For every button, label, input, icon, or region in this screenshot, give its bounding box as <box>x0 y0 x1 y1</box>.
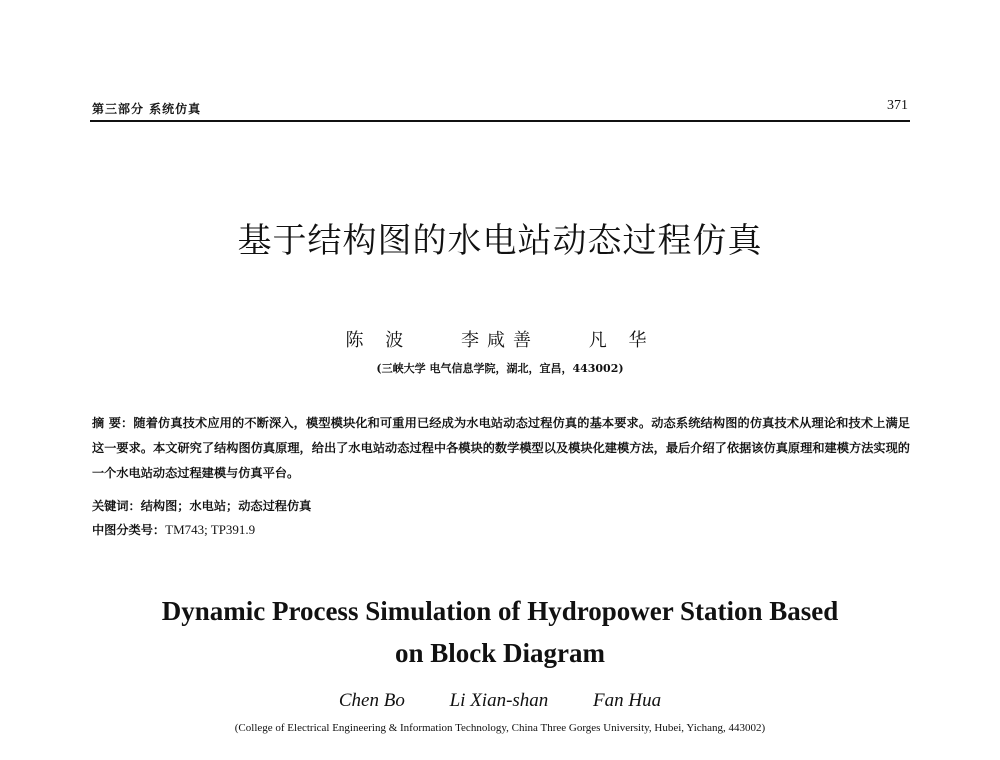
classification-label: 中图分类号： <box>92 523 166 537</box>
chinese-keywords <box>92 497 311 514</box>
author-en-2: Li Xian-shan <box>449 690 549 711</box>
english-title <box>0 590 1000 674</box>
author-cn-3: 凡 华 <box>588 330 655 351</box>
chinese-authors <box>0 326 1000 352</box>
english-title-line-1: Dynamic Process Simulation of Hydropower Station Based <box>161 596 839 626</box>
classification-text: TM743; TP391.9 <box>165 522 256 537</box>
english-title-line-2: on Block Diagram <box>394 638 605 668</box>
keywords-label: 关键词： <box>92 499 141 513</box>
keywords-text: 结构图；水电站；动态过程仿真 <box>140 499 312 513</box>
english-authors <box>0 690 1000 712</box>
author-cn-1: 陈 波 <box>345 330 412 351</box>
abstract-text: 随着仿真技术应用的不断深入，模型模块化和可重用已经成为水电站动态过程仿真的基本要求。动态系统结构图的仿真技术从理论和技术上满足这一要求。本文研究了结构图仿真原理，给出了水电站动态过程中各模块的数学模型以及模块化建模方法，最后介绍了依据该仿真原理和建模方法实现的一个水电站动态过程建模与仿真平台。 <box>92 416 910 480</box>
chinese-title: 基于结构图的水电站动态过程仿真 <box>237 221 763 261</box>
author-en-3: Fan Hua <box>593 690 662 711</box>
running-header-section: 第三部分 系统仿真 <box>92 102 202 116</box>
abstract-label: 摘 要： <box>92 416 134 430</box>
classification-number <box>92 521 255 538</box>
chinese-affiliation: (三峡大学 电气信息学院，湖北，宜昌，443002) <box>376 362 624 375</box>
author-en-1: Chen Bo <box>338 690 405 711</box>
author-cn-2: 李咸善 <box>461 330 539 351</box>
header-rule <box>90 120 910 122</box>
page-number: 371 <box>887 98 908 113</box>
chinese-abstract <box>92 411 910 486</box>
english-affiliation: (College of Electrical Engineering & Information Technology, China Three Gorges University, Hubei, Yichang, 443002) <box>234 722 766 734</box>
